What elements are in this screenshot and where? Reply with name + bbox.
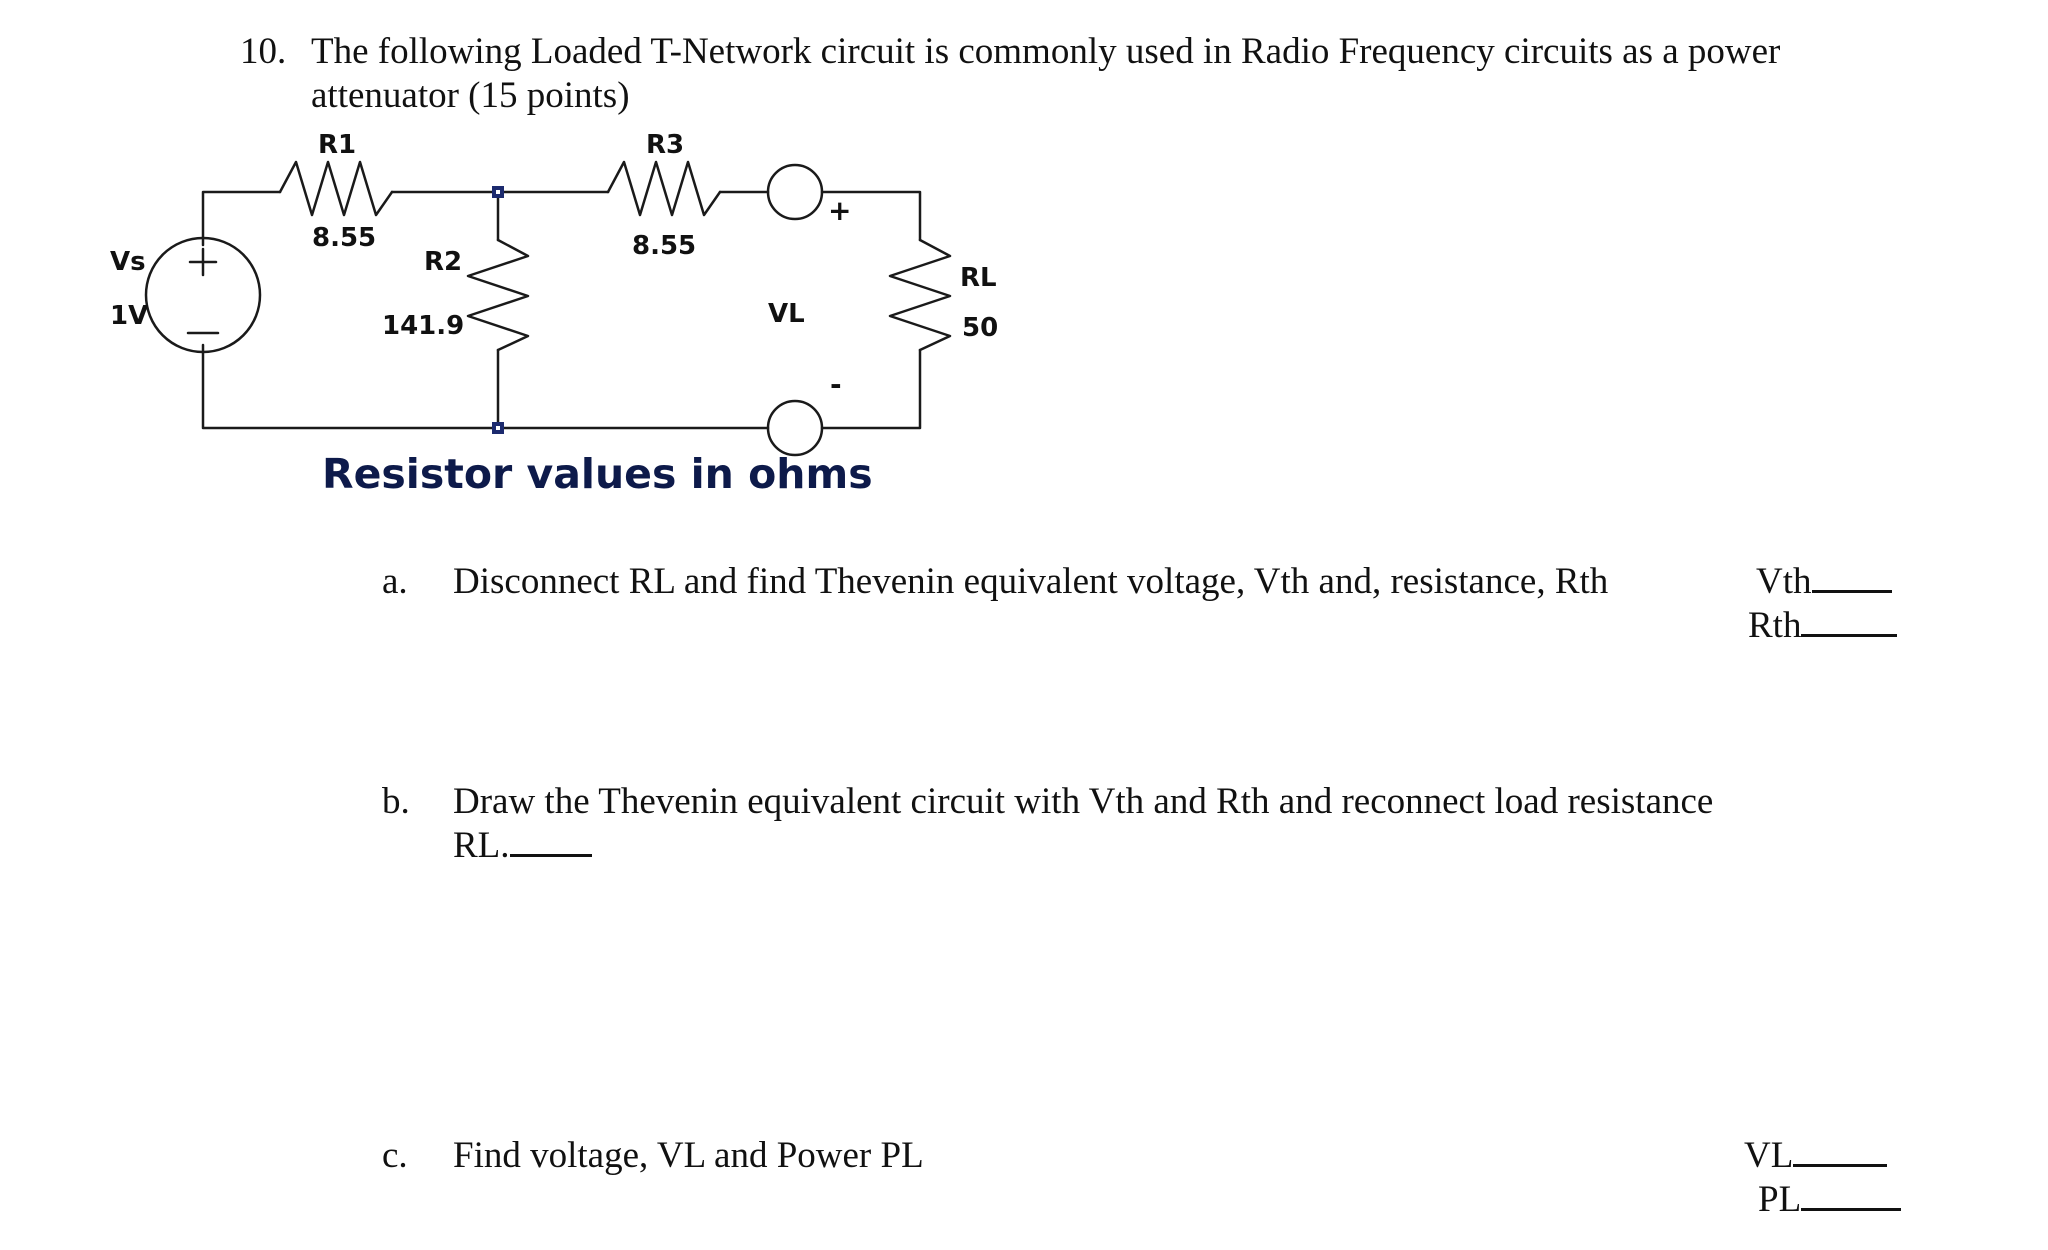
resistor-r3-symbol xyxy=(608,162,720,215)
r2-value-label: 141.9 xyxy=(382,311,465,341)
r3-value-label: 8.55 xyxy=(632,231,697,261)
vl-answer-blank[interactable] xyxy=(1793,1164,1887,1167)
part-b-rl-label: RL. xyxy=(453,825,510,866)
resistor-r1-symbol xyxy=(280,162,392,215)
vl-name-label: VL xyxy=(768,299,805,329)
vl-answer-label: VL xyxy=(1744,1135,1794,1176)
vl-plus-label: + xyxy=(828,194,852,227)
rl-value-label: 50 xyxy=(962,313,999,343)
wire-source-bottom xyxy=(203,345,498,428)
source-value-label: 1V xyxy=(110,301,149,331)
part-c-marker: c. xyxy=(382,1135,408,1176)
t-network-circuit-diagram xyxy=(0,0,2048,520)
source-name-label: Vs xyxy=(110,247,146,277)
question-text-line2: attenuator (15 points) xyxy=(311,75,630,116)
vl-plus-terminal xyxy=(768,165,822,219)
part-c-vl-answer[interactable] xyxy=(1744,1134,1887,1178)
r2-name-label: R2 xyxy=(424,247,463,277)
part-b-marker: b. xyxy=(382,781,410,822)
part-a-rth-answer[interactable] xyxy=(1748,604,1897,648)
circuit-caption: Resistor values in ohms xyxy=(322,450,873,498)
part-a-marker: a. xyxy=(382,561,408,602)
wire-source-top xyxy=(203,192,280,245)
part-c-pl-answer[interactable] xyxy=(1758,1178,1901,1222)
pl-answer-label: PL xyxy=(1758,1179,1802,1220)
rth-answer-blank[interactable] xyxy=(1801,634,1897,637)
question-text-line1: The following Loaded T-Network circuit is commonly used in Radio Frequency circuits as a power xyxy=(311,31,1781,72)
pl-answer-blank[interactable] xyxy=(1801,1208,1901,1211)
vl-minus-terminal xyxy=(768,401,822,455)
part-b-answer-blank[interactable] xyxy=(510,854,592,857)
vl-minus-label: - xyxy=(830,368,842,401)
question-number: 10. xyxy=(240,31,287,72)
resistor-r2-symbol xyxy=(468,240,528,350)
r1-name-label: R1 xyxy=(318,130,357,160)
rl-name-label: RL xyxy=(960,263,997,293)
resistor-rl-symbol xyxy=(890,240,950,350)
junction-node-top-center xyxy=(496,190,500,194)
part-c-text: Find voltage, VL and Power PL xyxy=(453,1135,924,1176)
vth-answer-blank[interactable] xyxy=(1812,590,1892,593)
vth-label: Vth xyxy=(1756,561,1812,602)
r1-value-label: 8.55 xyxy=(312,223,377,253)
part-b-text-line1: Draw the Thevenin equivalent circuit with Vth and Rth and reconnect load resistance xyxy=(453,781,1714,822)
r3-name-label: R3 xyxy=(646,130,685,160)
part-b-text-line2[interactable] xyxy=(453,824,592,868)
junction-node-bottom-center xyxy=(496,426,500,430)
part-a-vth-answer[interactable] xyxy=(1756,560,1892,604)
part-a-text: Disconnect RL and find Thevenin equivalent voltage, Vth and, resistance, Rth xyxy=(453,561,1609,602)
rth-label: Rth xyxy=(1748,605,1802,646)
